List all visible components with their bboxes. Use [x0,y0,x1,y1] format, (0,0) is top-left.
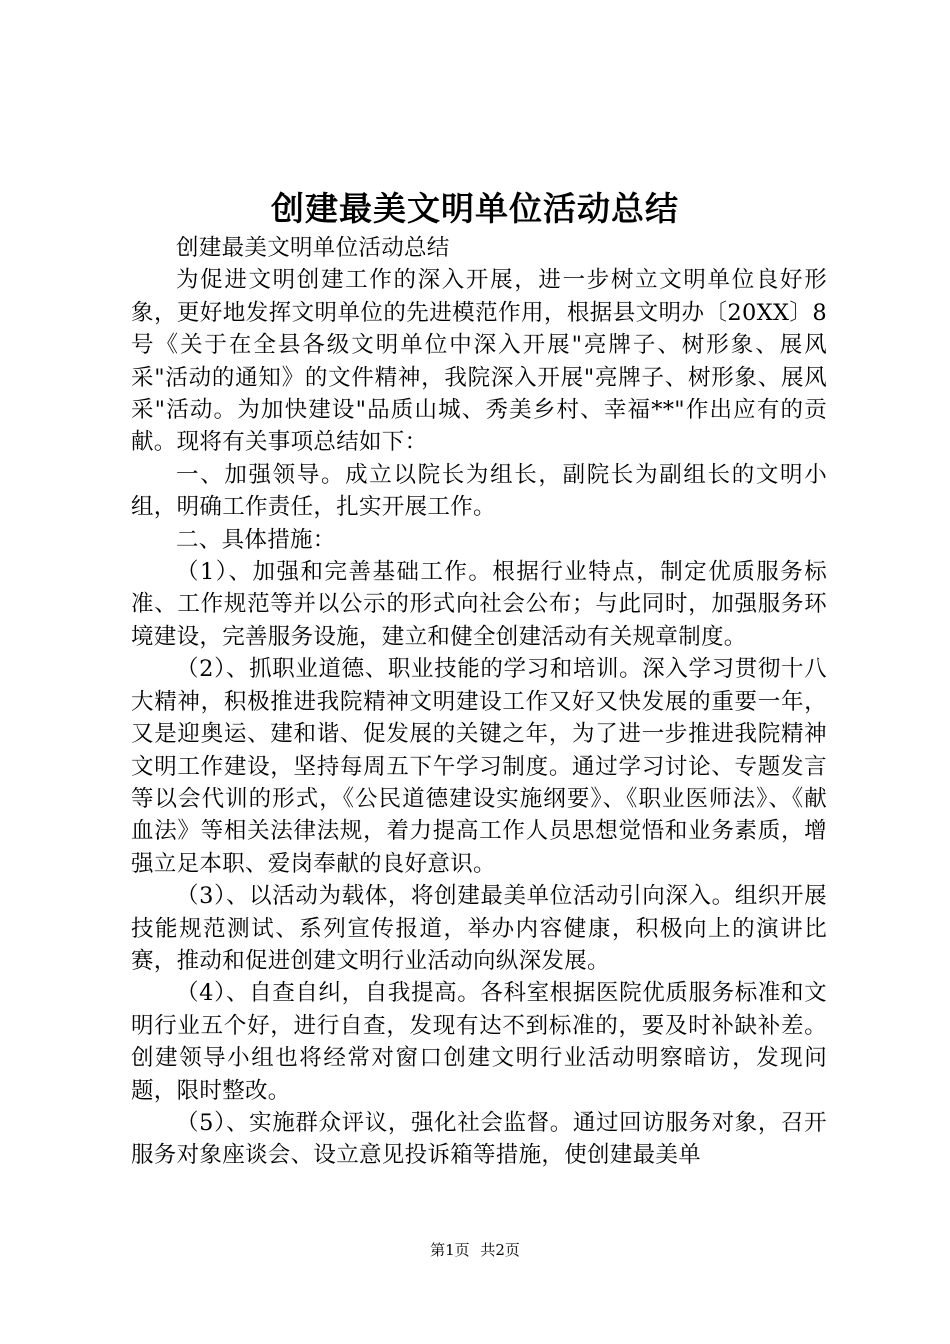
body-paragraph: 创建最美文明单位活动总结 [176,235,450,261]
page-number: 第1页 [430,1241,470,1259]
document-body [131,232,827,1172]
document-title: 创建最美文明单位活动总结 [271,189,679,228]
body-paragraph: （4）、自查自纠，自我提高。各科室根据医院优质服务标准和文明行业五个好，进行自查，发现有达不到标准的，要及时补缺补差。创建领导小组也将经常对窗口创建文明行业活动明察暗访，发现问题，限时整改。 [131,980,827,1104]
body-paragraph: 二、具体措施： [176,526,336,553]
body-paragraph: 为促进文明创建工作的深入开展，进一步树立文明单位良好形象，更好地发挥文明单位的先进模范作用，根据县文明办〔20XX〕8号《关于在全县各级文明单位中深入开展"亮牌子、树形象、展风采"活动的通知》的文件精神，我院深入开展"亮牌子、树形象、展风采"活动。为加快建设"品质山城、秀美乡村、幸福**"作出应有的贡献。现将有关事项总结如下： [131,267,827,456]
body-paragraph: （1）、加强和完善基础工作。根据行业特点，制定优质服务标准、工作规范等并以公示的形式向社会公布；与此同时，加强服务环境建设，完善服务设施，建立和健全创建活动有关规章制度。 [131,559,827,650]
body-paragraph: （5）、实施群众评议，强化社会监督。通过回访服务对象，召开服务对象座谈会、设立意见投诉箱等措施，使创建最美单 [131,1109,827,1169]
body-paragraph: 一、加强领导。成立以院长为组长，副院长为副组长的文明小组，明确工作责任，扎实开展工作。 [131,461,827,521]
body-paragraph: （2）、抓职业道德、职业技能的学习和培训。深入学习贯彻十八大精神，积极推进我院精神文明建设工作又好又快发展的重要一年，又是迎奥运、建和谐、促发展的关键之年，为了进一步推进我院精神文明工作建设，坚持每周五下午学习制度。通过学习讨论、专题发言等以会代训的形式，《公民道德建设实施纲要》、《职业医师法》、《献血法》等相关法律法规，着力提高工作人员思想觉悟和业务素质，增强立足本职、爱岗奉献的良好意识。 [131,656,827,877]
body-paragraph: （3）、以活动为载体，将创建最美单位活动引向深入。组织开展技能规范测试、系列宣传报道，举办内容健康，积极向上的演讲比赛，推动和促进创建文明行业活动向纵深发展。 [131,883,827,974]
page-footer [0,1240,950,1260]
page-total: 共2页 [480,1241,520,1259]
